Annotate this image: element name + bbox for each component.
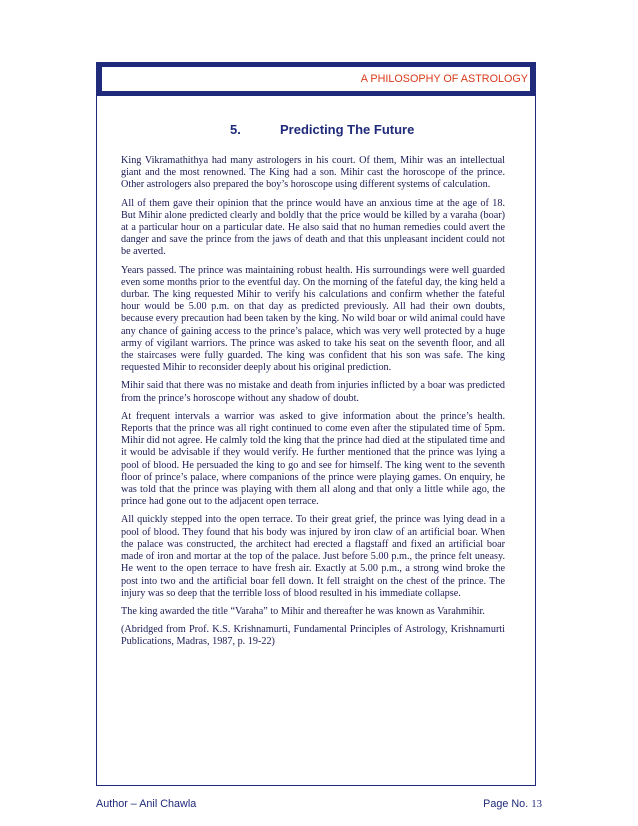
paragraph: The king awarded the title “Varaha” to Mihir and thereafter he was known as Varahmihir. bbox=[121, 605, 485, 617]
paragraph: At frequent intervals a warrior was asked to give information about the prince’s health. Reports that the prince was all right continued to come even after the stipulated time of 5pm. Mihir did not agree. He calmly told the king that the prince had died at the stipulated time and it would be advisable if they would verify. He further mentioned that the prince was lying a pool of blood. He persuaded the king to go and see for himself. The king went to the seventh floor of prince’s palace, where companions of the prince were playing games. On enquiry, he was told that the prince was playing with them all along and that only a little while ago, the prince had gone out to the adjacent open terrace. bbox=[121, 410, 505, 508]
paragraph: Mihir said that there was no mistake and death from injuries inflicted by a boar was predicted from the prince’s horoscope without any shadow of doubt. bbox=[121, 380, 505, 404]
paragraph: King Vikramathithya had many astrologers in his court. Of them, Mihir was an intellectual giant and the most renowned. The King had a son. Mihir cast the horoscope of the prince. Other astrologers also prepared the boy’s horoscope using different systems of calculation. bbox=[121, 155, 505, 191]
running-header-title: A PHILOSOPHY OF ASTROLOGY bbox=[360, 73, 528, 85]
page-number: 13 bbox=[531, 798, 542, 810]
paragraph: Years passed. The prince was maintaining robust health. His surroundings were well guarded even some months prior to the eventful day. On the morning of the fateful day, the king held a durbar. The king requested Mihir to verify his calculations and confirm whether the fateful hour would be 5.00 p.m. on that day as predicted previously. All had their own doubts, because every precaution had been taken by the king. No wild boar or wild animal could have any chance of gaining access to the prince’s palace, which was very well protected by a huge army of vigilant warriors. The prince was asked to take his seat on the seventh floor, and all the staircases were fully guarded. The king was confident that his son was safe. The king requested Mihir to reconsider deeply about his original prediction. bbox=[121, 264, 505, 374]
paragraph: All quickly stepped into the open terrace. To their great grief, the prince was lying dead in a pool of blood. They found that his body was injured by iron claw of an artificial boar. When the palace was constructed, the architect had erected a flagstaff and fixed an artificial boar made of iron and mortar at the top of the palace. Just before 5.00 p.m., the prince felt uneasy. He went to the open terrace to have fresh air. Exactly at 5.00 p.m., a strong wind broke the post into two and the artificial boar fell down. It fell straight on the chest of the prince. The injury was so deep that the terrible loss of blood resulted in his immediate collapse. bbox=[121, 514, 505, 599]
citation-paragraph: (Abridged from Prof. K.S. Krishnamurti, Fundamental Principles of Astrology, Krishnamurti Publications, Madras, 1987, p. 19-22) bbox=[121, 624, 505, 648]
paragraph: All of them gave their opinion that the prince would have an anxious time at the age of 18. But Mihir alone predicted clearly and boldly that the price would be killed by a varaha (boar) at a particular hour on a particular date. He also said that no human remedies could avert the danger and save the prince from the jaws of death and that this unpleasant incident could not be averted. bbox=[121, 197, 505, 258]
footer-page bbox=[483, 798, 542, 810]
chapter-title: Predicting The Future bbox=[280, 122, 415, 137]
article-body bbox=[121, 155, 505, 655]
page-label: Page No. bbox=[483, 798, 529, 810]
chapter-heading bbox=[230, 122, 414, 137]
chapter-number: 5. bbox=[230, 122, 241, 137]
footer-author: Author – Anil Chawla bbox=[96, 798, 197, 810]
header-bar bbox=[101, 66, 531, 92]
